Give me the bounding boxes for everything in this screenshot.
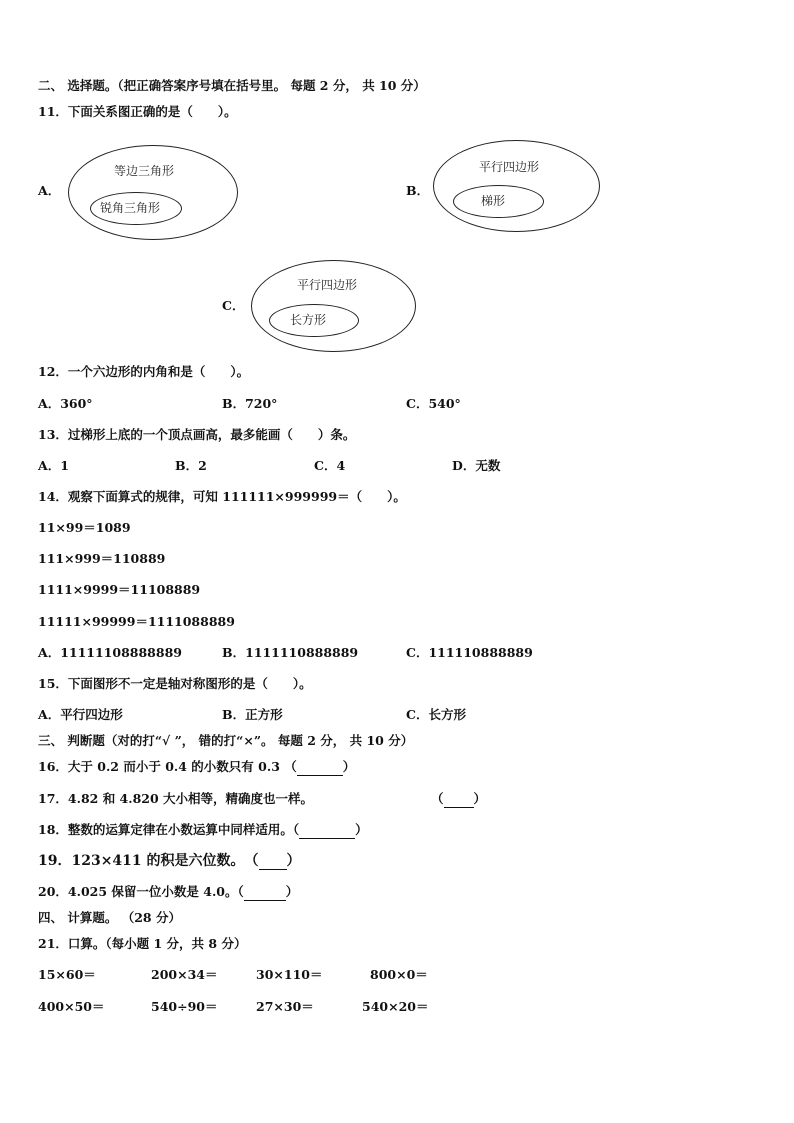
q19-close: ） — [286, 853, 301, 869]
question-21-stem: 21．口算。（每小题 1 分，共 8 分） — [38, 936, 247, 951]
q14-pattern-line-3: 1111×9999＝11108889 — [38, 582, 201, 597]
q12-option-c: C．540° — [406, 396, 461, 411]
q21-item-8: 540×20＝ — [362, 999, 429, 1014]
q13-option-d: D．无数 — [452, 458, 501, 473]
q11-b-inner-label: 梯形 — [481, 194, 506, 208]
section-3-title: 三、 判断题（对的打“√ ”， 错的打“×”。 每题 2 分， 共 10 分） — [38, 733, 414, 748]
q14-option-b: B．1111110888889 — [222, 645, 359, 660]
q16-text: 16．大于 0.2 而小于 0.4 的小数只有 0.3 （ — [38, 759, 297, 774]
q21-item-6: 540÷90＝ — [151, 999, 218, 1014]
q11-option-b-label: B． — [406, 183, 430, 198]
q12-option-b: B．720° — [222, 396, 278, 411]
q16-answer-blank[interactable] — [297, 759, 343, 776]
q21-item-7: 27×30＝ — [256, 999, 314, 1014]
question-13-stem: 13．过梯形上底的一个顶点画高，最多能画（ ）条。 — [38, 427, 356, 442]
q11-c-inner-label: 长方形 — [290, 313, 327, 327]
q12-option-a: A．360° — [38, 396, 93, 411]
q11-option-c-label: C． — [222, 298, 245, 313]
q17-answer-blank[interactable] — [444, 791, 474, 808]
q17-close: ） — [473, 791, 487, 806]
q13-option-a: A．1 — [38, 458, 69, 473]
q11-a-inner-label: 锐角三角形 — [100, 201, 161, 215]
q21-item-4: 800×0＝ — [370, 967, 428, 982]
q11-option-a-label: A． — [38, 183, 61, 198]
q17-open: （ — [431, 791, 444, 806]
q14-option-c: C．111110888889 — [406, 645, 533, 660]
q20-text: 20．4.025 保留一位小数是 4.0。（ — [38, 884, 244, 899]
q11-b-outer-label: 平行四边形 — [479, 160, 540, 174]
question-14-stem: 14．观察下面算式的规律，可知 111111×999999＝（ ）。 — [38, 489, 406, 504]
q20-answer-blank[interactable] — [244, 884, 286, 901]
q21-item-1: 15×60＝ — [38, 967, 96, 982]
question-12-stem: 12．一个六边形的内角和是（ ）。 — [38, 364, 250, 379]
q21-item-5: 400×50＝ — [38, 999, 105, 1014]
section-4-title: 四、 计算题。 （28 分） — [38, 910, 181, 925]
question-11-stem: 11．下面关系图正确的是（ ）。 — [38, 104, 237, 119]
question-18 — [38, 822, 368, 839]
q15-option-b: B．正方形 — [222, 707, 283, 722]
q18-close: ） — [355, 822, 368, 837]
question-15-stem: 15．下面图形不一定是轴对称图形的是（ ）。 — [38, 676, 312, 691]
question-17-text: 17．4.82 和 4.820 大小相等，精确度也一样。 — [38, 791, 314, 806]
question-17-answer — [431, 791, 486, 808]
q21-item-3: 30×110＝ — [256, 967, 323, 982]
question-16 — [38, 759, 355, 776]
q20-close: ） — [285, 884, 299, 899]
question-20 — [38, 884, 298, 901]
q11-a-outer-label: 等边三角形 — [114, 164, 175, 178]
section-2-title: 二、 选择题。（把正确答案序号填在括号里。 每题 2 分， 共 10 分） — [38, 78, 426, 93]
q13-option-b: B．2 — [175, 458, 207, 473]
q18-text: 18．整数的运算定律在小数运算中同样适用。（ — [38, 822, 300, 837]
q21-item-2: 200×34＝ — [151, 967, 218, 982]
q14-pattern-line-2: 111×999＝110889 — [38, 551, 166, 566]
q18-answer-blank[interactable] — [299, 822, 355, 839]
q19-text: 19．123×411 的积是六位数。 （ — [38, 853, 259, 869]
q15-option-a: A．平行四边形 — [38, 707, 123, 722]
q16-close: ） — [342, 759, 356, 774]
question-19 — [38, 853, 301, 870]
q14-option-a: A．11111108888889 — [38, 645, 182, 660]
q19-answer-blank[interactable] — [259, 853, 287, 870]
q14-pattern-line-1: 11×99＝1089 — [38, 520, 131, 535]
q14-pattern-line-4: 11111×99999＝1111088889 — [38, 614, 235, 629]
q11-c-outer-label: 平行四边形 — [297, 278, 358, 292]
q13-option-c: C．4 — [314, 458, 346, 473]
q15-option-c: C．长方形 — [406, 707, 466, 722]
